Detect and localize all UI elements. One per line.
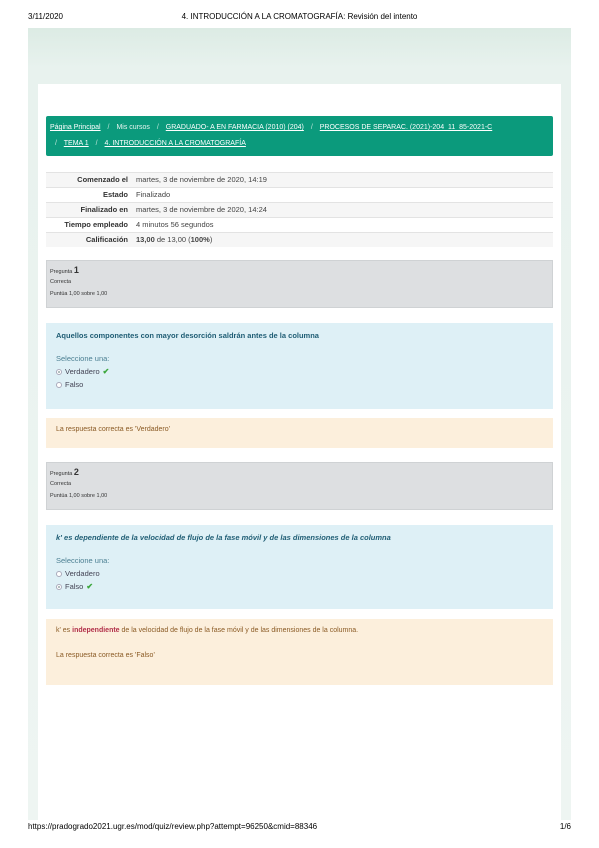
summary-label: Comenzado el bbox=[46, 173, 132, 188]
summary-row-started bbox=[46, 173, 553, 188]
question-1-content bbox=[46, 323, 553, 409]
breadcrumb-home-link[interactable]: Página Principal bbox=[50, 124, 101, 131]
general-feedback bbox=[56, 627, 543, 634]
option-verdadero[interactable] bbox=[56, 569, 543, 578]
option-falso[interactable] bbox=[56, 582, 543, 591]
breadcrumb-separator: / bbox=[55, 140, 57, 147]
radio-icon[interactable] bbox=[56, 382, 62, 388]
question-text: k' es dependiente de la velocidad de flujo de la fase móvil y de las dimensiones de la columna bbox=[56, 533, 391, 542]
print-footer bbox=[28, 822, 571, 836]
feedback-pre: k' es bbox=[56, 627, 73, 634]
option-falso[interactable] bbox=[56, 380, 543, 389]
summary-label: Finalizado en bbox=[46, 203, 132, 218]
breadcrumb bbox=[46, 116, 553, 156]
summary-label: Estado bbox=[46, 188, 132, 203]
summary-value: 4 minutos 56 segundos bbox=[132, 218, 553, 233]
question-number-value: 1 bbox=[73, 265, 79, 275]
print-date: 3/11/2020 bbox=[28, 12, 63, 21]
breadcrumb-quiz-link[interactable]: 4. INTRODUCCIÓN A LA CROMATOGRAFÍA bbox=[104, 140, 246, 147]
check-icon: ✔ bbox=[102, 367, 110, 376]
grade-total: de 13,00 ( bbox=[154, 235, 191, 244]
grade-percent: 100% bbox=[190, 235, 210, 244]
question-number bbox=[50, 467, 549, 477]
check-icon: ✔ bbox=[86, 582, 94, 591]
content-card bbox=[38, 84, 561, 820]
right-answer: La respuesta correcta es 'Falso' bbox=[56, 652, 155, 659]
breadcrumb-my-courses: Mis cursos bbox=[116, 124, 150, 131]
browser-page bbox=[28, 28, 571, 820]
option-label: Falso bbox=[65, 380, 84, 389]
question-status: Correcta bbox=[50, 481, 72, 487]
question-label: Pregunta bbox=[50, 269, 73, 275]
print-url: https://pradogrado2021.ugr.es/mod/quiz/review.php?attempt=96250&cmid=88346 bbox=[28, 822, 318, 831]
breadcrumb-course-link[interactable]: PROCESOS DE SEPARAC. (2021)-204_11_85-2021-C bbox=[319, 124, 493, 131]
radio-selected-icon[interactable] bbox=[56, 584, 62, 590]
print-page-number: 1/6 bbox=[559, 822, 571, 831]
summary-row-grade bbox=[46, 233, 553, 248]
summary-row-time bbox=[46, 218, 553, 233]
question-status: Correcta bbox=[50, 279, 72, 285]
question-1-feedback bbox=[46, 418, 553, 448]
breadcrumb-separator: / bbox=[310, 124, 313, 131]
answer-prompt: Seleccione una: bbox=[56, 556, 110, 565]
print-header bbox=[28, 12, 571, 26]
radio-icon[interactable] bbox=[56, 571, 62, 577]
option-label: Verdadero bbox=[65, 367, 100, 376]
breadcrumb-degree-link[interactable]: GRADUADO- A EN FARMACIA (2010) (204) bbox=[165, 124, 304, 131]
question-1-info bbox=[46, 260, 553, 308]
option-label: Falso bbox=[65, 582, 84, 591]
question-2-feedback bbox=[46, 619, 553, 685]
option-verdadero[interactable] bbox=[56, 367, 543, 376]
summary-value: martes, 3 de noviembre de 2020, 14:19 bbox=[132, 173, 553, 188]
option-label: Verdadero bbox=[65, 569, 100, 578]
feedback-emphasis: independiente bbox=[72, 627, 120, 634]
summary-row-finished bbox=[46, 203, 553, 218]
question-mark: Puntúa 1,00 sobre 1,00 bbox=[50, 291, 108, 297]
grade-score: 13,00 bbox=[136, 235, 155, 244]
question-number bbox=[50, 265, 549, 275]
summary-value bbox=[132, 233, 553, 248]
breadcrumb-separator: / bbox=[156, 124, 159, 131]
question-text: Aquellos componentes con mayor desorción saldrán antes de la columna bbox=[56, 331, 319, 340]
radio-selected-icon[interactable] bbox=[56, 369, 62, 375]
question-mark: Puntúa 1,00 sobre 1,00 bbox=[50, 493, 108, 499]
summary-row-state bbox=[46, 188, 553, 203]
attempt-summary-table bbox=[46, 172, 553, 247]
question-2-info bbox=[46, 462, 553, 510]
summary-label: Calificación bbox=[46, 233, 132, 248]
question-number-value: 2 bbox=[73, 467, 79, 477]
question-label: Pregunta bbox=[50, 471, 73, 477]
breadcrumb-topic-link[interactable]: TEMA 1 bbox=[63, 140, 89, 147]
grade-close: ) bbox=[209, 235, 213, 244]
breadcrumb-separator: / bbox=[95, 140, 98, 147]
right-answer: La respuesta correcta es 'Verdadero' bbox=[56, 426, 170, 433]
summary-value: Finalizado bbox=[132, 188, 553, 203]
breadcrumb-separator: / bbox=[107, 124, 110, 131]
summary-label: Tiempo empleado bbox=[46, 218, 132, 233]
question-2-content bbox=[46, 525, 553, 609]
feedback-post: de la velocidad de flujo de la fase móvil y de las dimensiones de la columna. bbox=[119, 627, 359, 634]
answer-prompt: Seleccione una: bbox=[56, 354, 110, 363]
summary-value: martes, 3 de noviembre de 2020, 14:24 bbox=[132, 203, 553, 218]
print-title: 4. INTRODUCCIÓN A LA CROMATOGRAFÍA: Revisión del intento bbox=[181, 12, 418, 21]
